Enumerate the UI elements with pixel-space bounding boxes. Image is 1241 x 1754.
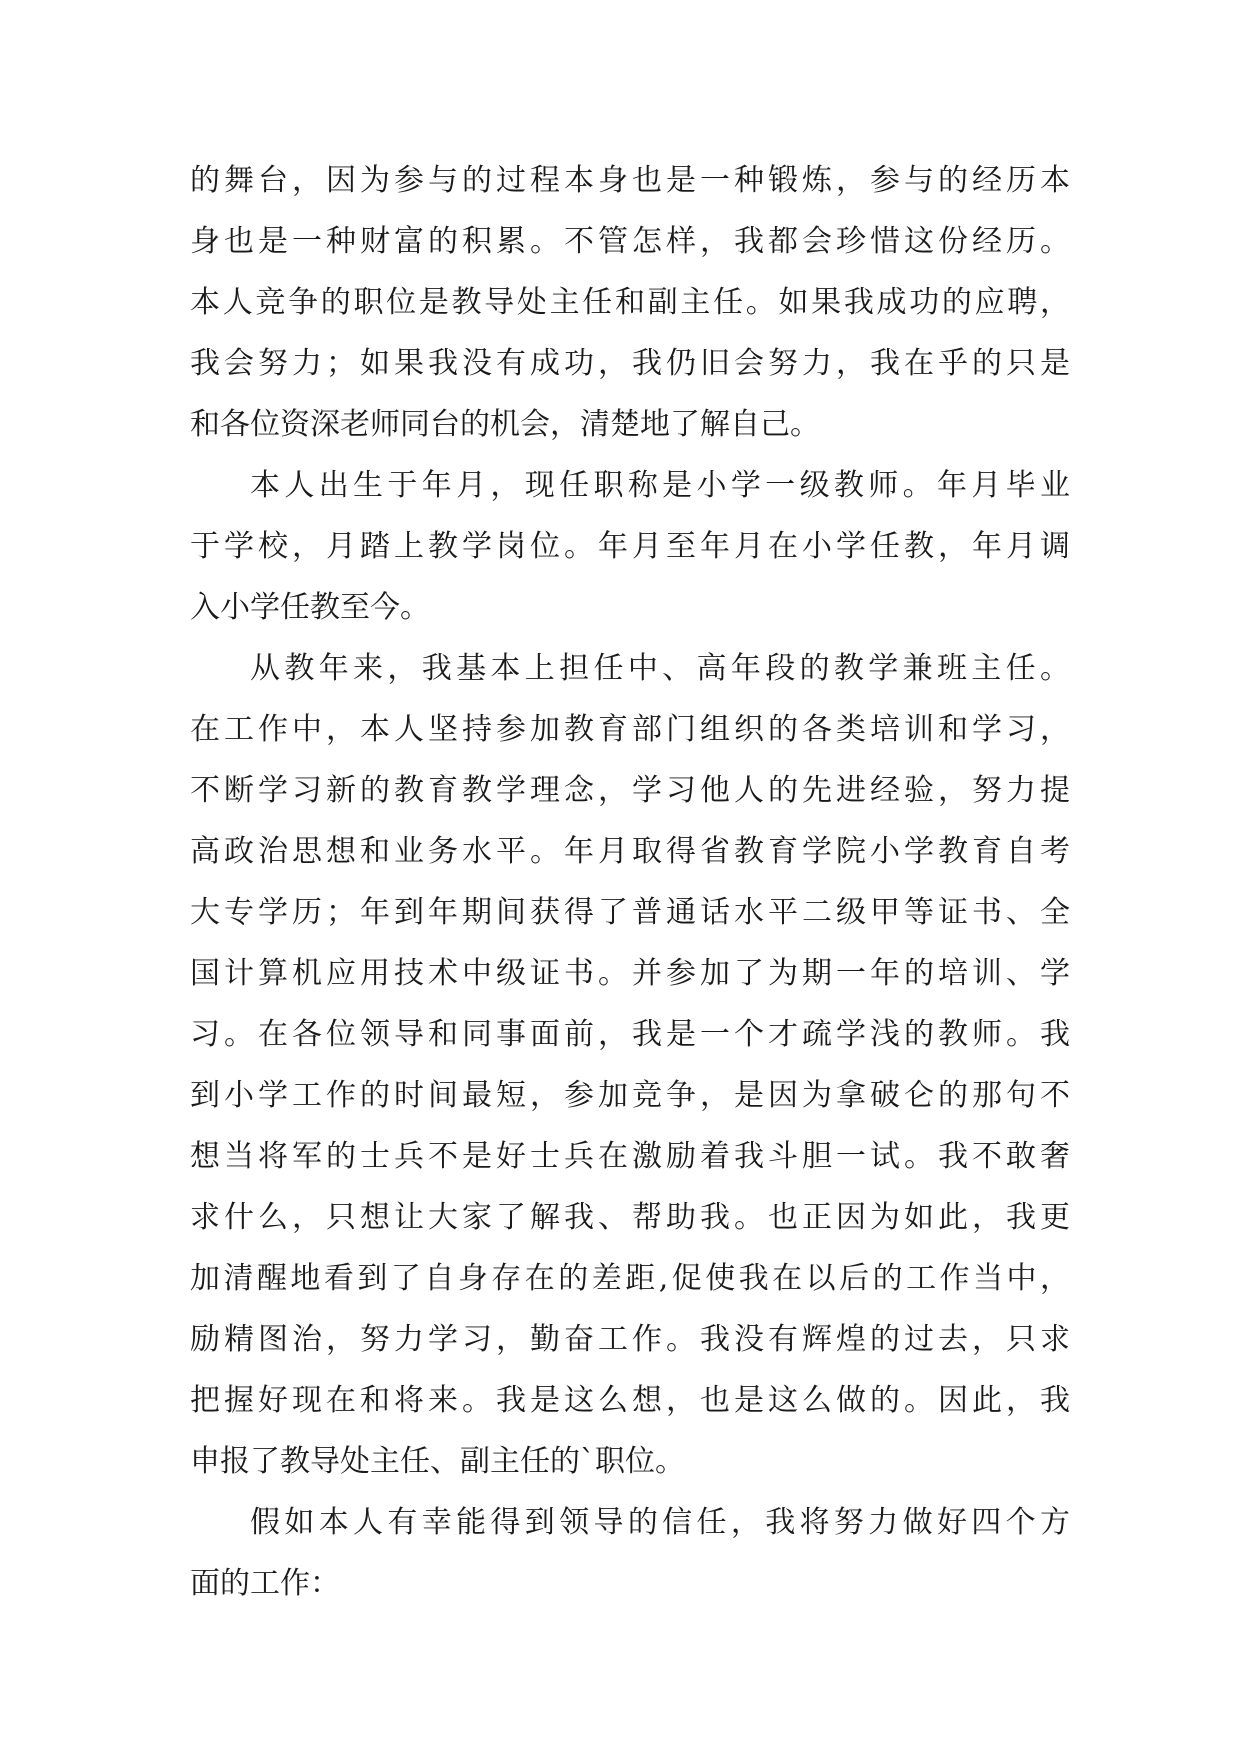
text-line: 到小学工作的时间最短，参加竞争，是因为拿破仑的那句不 [190, 1078, 1070, 1113]
text-line: 求什么，只想让大家了解我、帮助我。也正因为如此，我更 [190, 1200, 1070, 1235]
text-line: 国计算机应用技术中级证书。并参加了为期一年的培训、学 [190, 956, 1070, 991]
paragraph-4 [190, 1502, 1070, 1604]
text-line: 加清醒地看到了自身存在的差距,促使我在以后的工作当中， [190, 1261, 1070, 1296]
text-line: 高政治思想和业务水平。年月取得省教育学院小学教育自考 [190, 834, 1070, 869]
text-line: 假如本人有幸能得到领导的信任，我将努力做好四个方 [250, 1505, 1070, 1540]
text-line: 于学校，月踏上教学岗位。年月至年月在小学任教，年月调 [190, 529, 1070, 564]
text-line: 本人出生于年月，现任职称是小学一级教师。年月毕业 [250, 468, 1070, 503]
text-line: 身也是一种财富的积累。不管怎样，我都会珍惜这份经历。 [190, 224, 1070, 259]
text-line: 想当将军的士兵不是好士兵在激励着我斗胆一试。我不敢奢 [190, 1139, 1070, 1174]
text-line: 的舞台，因为参与的过程本身也是一种锻炼，参与的经历本 [190, 163, 1070, 198]
text-line: 大专学历；年到年期间获得了普通话水平二级甲等证书、全 [190, 895, 1070, 930]
text-line: 不断学习新的教育教学理念，学习他人的先进经验，努力提 [190, 773, 1070, 808]
text-line: 把握好现在和将来。我是这么想，也是这么做的。因此，我 [190, 1383, 1070, 1418]
paragraph-2 [190, 465, 1070, 628]
text-line: 入小学任教至今。 [190, 590, 430, 625]
text-line: 在工作中，本人坚持参加教育部门组织的各类培训和学习， [190, 712, 1070, 747]
document-body [190, 160, 1070, 1624]
paragraph-1 [190, 160, 1070, 445]
text-line: 面的工作： [190, 1566, 340, 1601]
text-line: 本人竞争的职位是教导处主任和副主任。如果我成功的应聘， [190, 285, 1070, 320]
text-line: 我会努力；如果我没有成功，我仍旧会努力，我在乎的只是 [190, 346, 1070, 381]
text-line: 从教年来，我基本上担任中、高年段的教学兼班主任。 [250, 651, 1070, 686]
text-line: 申报了教导处主任、副主任的`职位。 [190, 1444, 685, 1479]
text-line: 和各位资深老师同台的机会，清楚地了解自己。 [190, 407, 820, 442]
text-line: 励精图治，努力学习，勤奋工作。我没有辉煌的过去，只求 [190, 1322, 1070, 1357]
text-line: 习。在各位领导和同事面前，我是一个才疏学浅的教师。我 [190, 1017, 1070, 1052]
paragraph-3 [190, 648, 1070, 1482]
